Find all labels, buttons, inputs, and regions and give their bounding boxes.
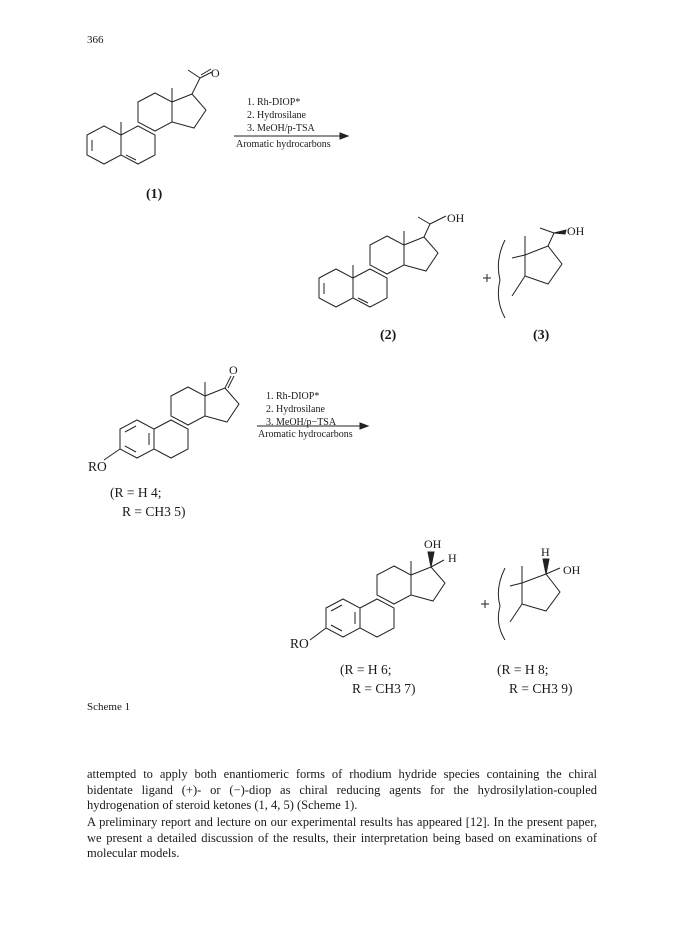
subst-7: R = CH3 7) xyxy=(352,681,416,696)
condition-b-2: 2. Hydrosilane xyxy=(266,404,325,415)
atom-oh-3: OH xyxy=(567,224,585,238)
subst-4: (R = H 4; xyxy=(110,485,162,500)
atom-oh-2: OH xyxy=(447,211,465,225)
condition-a-1: 1. Rh-DIOP* xyxy=(247,97,301,108)
condition-b-1: 1. Rh-DIOP* xyxy=(266,391,320,402)
atom-o-1: O xyxy=(211,66,220,80)
condition-a-3: 3. MeOH/p-TSA xyxy=(247,123,315,134)
condition-b-3: 3. MeOH/p−TSA xyxy=(266,417,337,428)
atom-oh-8: OH xyxy=(563,563,581,577)
scheme-caption: Scheme 1 xyxy=(87,701,131,713)
subst-5: R = CH3 5) xyxy=(122,504,186,519)
substituents-4-5 xyxy=(110,483,186,521)
structure-compound-8-9 xyxy=(498,559,560,640)
subst-6: (R = H 6; xyxy=(340,662,392,677)
ro-group-6: RO xyxy=(290,636,309,651)
structure-compound-6-7 xyxy=(310,552,445,640)
ro-group-4: RO xyxy=(88,459,107,474)
subst-9: R = CH3 9) xyxy=(509,681,573,696)
compound-1-label: (1) xyxy=(146,187,163,202)
atom-oh-6: OH xyxy=(424,537,442,551)
structure-compound-2 xyxy=(319,216,446,307)
atom-h-8: H xyxy=(541,545,550,559)
subst-8: (R = H 8; xyxy=(497,662,549,677)
arrow-b-solvent: Aromatic hydrocarbons xyxy=(258,429,353,440)
compound-3-label: (3) xyxy=(533,328,550,343)
structure-compound-1 xyxy=(87,69,212,164)
paragraph-2: A preliminary report and lecture on our experimental results has appeared [12]. In the present paper, we present a detailed discussion of the results, their interpretation being based on examinations of molecular models. xyxy=(87,815,597,861)
conditions-b xyxy=(266,390,336,429)
structure-compound-3 xyxy=(498,228,566,318)
atom-h-6: H xyxy=(448,551,457,565)
substituents-6-7 xyxy=(340,660,416,698)
conditions-a xyxy=(247,96,315,135)
condition-a-2: 2. Hydrosilane xyxy=(247,110,306,121)
substituents-8-9 xyxy=(497,660,573,698)
page-number: 366 xyxy=(87,34,104,46)
atom-o-4: O xyxy=(229,363,238,377)
paragraph-1: attempted to apply both enantiomeric forms of rhodium hydride species containing the chiral bidentate ligand (+)- or (−)-diop as chiral reducing agents for the hydrosilylation-coupled hydrogenation of steroid ketones (1, 4, 5) (Scheme 1). xyxy=(87,767,597,813)
compound-2-label: (2) xyxy=(380,328,397,343)
structure-compound-4-5 xyxy=(104,376,239,460)
arrow-a-solvent: Aromatic hydrocarbons xyxy=(236,139,331,150)
